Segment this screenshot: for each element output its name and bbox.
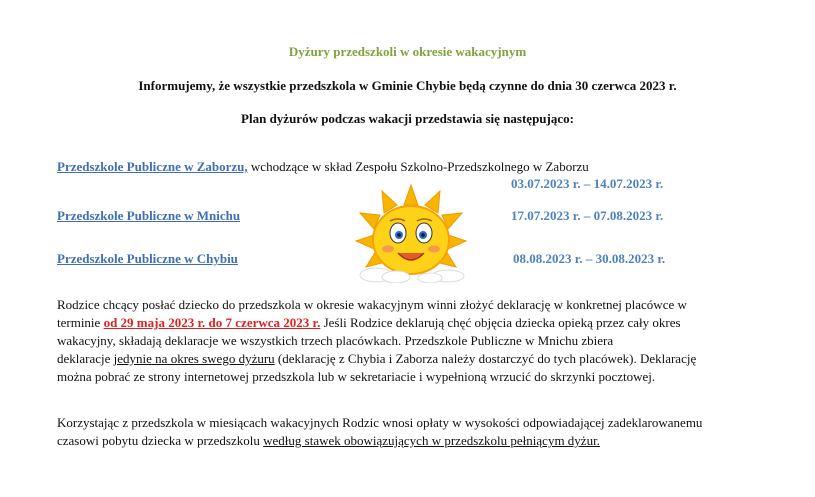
link-przedszkole-chybie[interactable]: Przedszkole Publiczne w Chybiu xyxy=(57,251,238,266)
schedule-dates-zaborze: 03.07.2023 r. – 14.07.2023 r. xyxy=(511,176,664,191)
link-przedszkole-mnich[interactable]: Przedszkole Publiczne w Mnichu xyxy=(57,208,241,223)
sun-face xyxy=(373,206,449,274)
schedule-dates-mnich: 17.07.2023 r. – 07.08.2023 r. xyxy=(511,208,664,223)
sun-illustration xyxy=(352,183,470,283)
declaration-paragraph: Rodzice chcący posłać dziecko do przedszkola w okresie wakacyjnym winni złożyć deklarację w konkretnej placówce w terminie od 29 maja 2023 r. do 7 czerwca 2023 r. Jeśli Rodzice deklarują chęć objęcia dziecka opieką przez cały okres wakacyjny, składają deklaracje we wszystkich trzech placówkach. Przedszkole Publiczne w Mnichu zbiera deklaracje jedynie na okres swego dyżuru (deklarację z Chybia i Zaborza należy dostarczyć do tych placówek). Deklarację można pobrać ze strony internetowej przedszkola lub w sekretariacie i wypełnioną wrzucić do skrzynki pocztowej. xyxy=(57,297,697,384)
plan-heading: Plan dyżurów podczas wakacji przedstawia się następująco: xyxy=(241,111,574,126)
fees-paragraph: Korzystając z przedszkola w miesiącach wakacyjnych Rodzic wnosi opłaty w wysokości odpowiadającej zadeklarowanemu czasowi pobytu dziecka w przedszkolu według stawek obowiązujących w przedszkolu pełniącym dyżur. xyxy=(57,415,703,448)
schedule-dates-chybie: 08.08.2023 r. – 30.08.2023 r. xyxy=(513,251,666,266)
underlined-phrase: jedynie na okres swego dyżuru xyxy=(113,351,275,366)
page-title: Dyżury przedszkoli w okresie wakacyjnym xyxy=(288,44,527,59)
info-heading: Informujemy, że wszystkie przedszkola w Gminie Chybie będą czynne do dnia 30 czerwca 2023 r. xyxy=(138,78,677,93)
schedule-row-zaborze xyxy=(57,158,589,176)
deadline-highlight: od 29 maja 2023 r. do 7 czerwca 2023 r. xyxy=(103,315,321,330)
rates-underlined: według stawek obowiązujących w przedszkolu pełniącym dyżur. xyxy=(263,433,600,448)
schedule-note: wchodzące w skład Zespołu Szkolno-Przedszkolnego w Zaborzu xyxy=(247,159,589,174)
link-przedszkole-zaborze[interactable]: Przedszkole Publiczne w Zaborzu, xyxy=(57,159,248,174)
